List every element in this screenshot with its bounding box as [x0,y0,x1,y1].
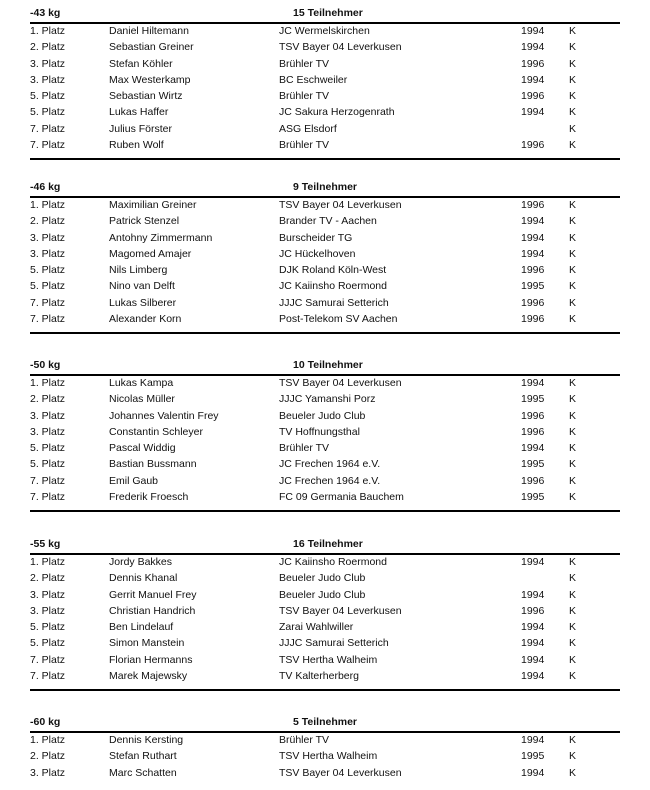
result-rows [30,556,620,686]
birth-year: 1994 [521,621,545,634]
athlete-name: Magomed Amajer [109,247,192,260]
result-row [30,248,620,264]
athlete-name: Christian Handrich [109,604,196,617]
placing: 3. Platz [30,247,66,260]
placing: 2. Platz [30,750,66,763]
athlete-name: Lukas Haffer [109,106,169,119]
age-class: K [569,280,577,293]
participant-count: 9 Teilnehmer [293,181,357,193]
club-name: Beueler Judo Club [279,409,366,422]
section-end-rule [30,510,620,512]
athlete-name: Patrick Stenzel [109,215,180,228]
header-rule [30,374,620,376]
age-class: K [569,41,577,54]
athlete-name: Johannes Valentin Frey [109,409,219,422]
placing: 2. Platz [30,215,66,228]
placing: 5. Platz [30,90,66,103]
age-class: K [569,139,577,152]
athlete-name: Marc Schatten [109,766,177,779]
athlete-name: Daniel Hiltemann [109,25,189,37]
result-row [30,74,620,90]
club-name: Burscheider TG [279,231,353,244]
athlete-name: Alexander Korn [109,313,182,326]
age-class: K [569,458,577,471]
birth-year: 1994 [521,25,545,37]
header-rule [30,553,620,555]
athlete-name: Emil Gaub [109,474,159,487]
age-class: K [569,637,577,650]
athlete-name: Dennis Khanal [109,572,178,585]
athlete-name: Frederik Froesch [109,491,189,504]
club-name: JC Frechen 1964 e.V. [279,458,381,471]
age-class: K [569,604,577,617]
placing: 3. Platz [30,588,66,601]
placing: 3. Platz [30,425,66,438]
weight-class-section [30,716,620,779]
athlete-name: Nino van Delft [109,280,175,293]
result-row [30,313,620,329]
weight-class-label: -46 kg [30,181,61,193]
age-class: K [569,409,577,422]
club-name: TV Kalterherberg [279,670,359,683]
club-name: BC Eschweiler [279,73,348,86]
placing: 3. Platz [30,409,66,422]
age-class: K [569,425,577,438]
birth-year: 1996 [521,57,545,70]
birth-year: 1995 [521,393,545,406]
athlete-name: Stefan Ruthart [109,750,177,763]
placing: 1. Platz [30,556,66,568]
placing: 5. Platz [30,280,66,293]
section-end-rule [30,158,620,160]
result-row [30,670,620,686]
result-rows [30,377,620,507]
athlete-name: Maximilian Greiner [109,199,197,211]
birth-year: 1994 [521,588,545,601]
age-class: K [569,25,577,37]
birth-year: 1994 [521,766,545,779]
club-name: TV Hoffnungsthal [279,425,360,438]
club-name: JC Sakura Herzogenrath [279,106,395,119]
result-row [30,491,620,507]
header-rule [30,22,620,24]
club-name: TSV Bayer 04 Leverkusen [279,41,402,54]
section-header [30,7,620,21]
placing: 7. Platz [30,296,66,309]
birth-year: 1995 [521,491,545,504]
athlete-name: Stefan Köhler [109,57,173,70]
result-row [30,232,620,248]
result-row [30,139,620,155]
result-row [30,654,620,670]
placing: 3. Platz [30,766,66,779]
result-row [30,58,620,74]
result-row [30,215,620,231]
age-class: K [569,377,577,389]
result-row [30,426,620,442]
result-row [30,377,620,393]
club-name: JC Frechen 1964 e.V. [279,474,381,487]
club-name: JJJC Samurai Setterich [279,637,389,650]
birth-year: 1994 [521,556,545,568]
club-name: Brühler TV [279,734,329,746]
age-class: K [569,670,577,683]
club-name: Brander TV - Aachen [279,215,377,228]
weight-class-section [30,7,620,152]
result-row [30,750,620,766]
club-name: JJJC Yamanshi Porz [279,393,376,406]
club-name: DJK Roland Köln-West [279,264,387,277]
athlete-name: Max Westerkamp [109,73,191,86]
birth-year: 1994 [521,637,545,650]
club-name: Zarai Wahlwiller [279,621,354,634]
age-class: K [569,247,577,260]
placing: 5. Platz [30,442,66,455]
age-class: K [569,766,577,779]
result-row [30,264,620,280]
athlete-name: Nicolas Müller [109,393,175,406]
birth-year: 1996 [521,313,545,326]
club-name: TSV Hertha Walheim [279,653,378,666]
result-rows [30,25,620,155]
athlete-name: Antohny Zimmermann [109,231,213,244]
age-class: K [569,57,577,70]
birth-year: 1994 [521,442,545,455]
birth-year: 1994 [521,247,545,260]
age-class: K [569,296,577,309]
birth-year: 1996 [521,264,545,277]
athlete-name: Bastian Bussmann [109,458,197,471]
placing: 7. Platz [30,139,66,152]
club-name: JC Kaiinsho Roermond [279,280,387,293]
athlete-name: Gerrit Manuel Frey [109,588,197,601]
birth-year: 1995 [521,458,545,471]
athlete-name: Jordy Bakkes [109,556,173,568]
result-row [30,280,620,296]
age-class: K [569,122,577,135]
placing: 1. Platz [30,199,66,211]
placing: 3. Platz [30,604,66,617]
weight-class-label: -55 kg [30,538,61,550]
age-class: K [569,556,577,568]
result-row [30,410,620,426]
result-row [30,605,620,621]
birth-year: 1996 [521,139,545,152]
placing: 7. Platz [30,474,66,487]
birth-year: 1996 [521,90,545,103]
club-name: JC Wermelskirchen [279,25,370,37]
result-row [30,475,620,491]
birth-year: 1994 [521,653,545,666]
placing: 2. Platz [30,393,66,406]
section-header [30,716,620,730]
club-name: FC 09 Germania Bauchem [279,491,404,504]
age-class: K [569,734,577,746]
age-class: K [569,653,577,666]
placing: 2. Platz [30,572,66,585]
weight-class-section [30,181,620,326]
header-rule [30,731,620,733]
club-name: Brühler TV [279,139,329,152]
participant-count: 10 Teilnehmer [293,359,363,371]
result-row [30,734,620,750]
age-class: K [569,442,577,455]
athlete-name: Sebastian Greiner [109,41,194,54]
club-name: JC Kaiinsho Roermond [279,556,387,568]
birth-year: 1996 [521,296,545,309]
placing: 3. Platz [30,231,66,244]
birth-year: 1994 [521,106,545,119]
birth-year: 1995 [521,750,545,763]
birth-year: 1994 [521,73,545,86]
placing: 5. Platz [30,264,66,277]
result-row [30,297,620,313]
result-row [30,25,620,41]
result-row [30,199,620,215]
placing: 1. Platz [30,25,66,37]
result-row [30,556,620,572]
athlete-name: Ben Lindelauf [109,621,174,634]
placing: 5. Platz [30,106,66,119]
participant-count: 16 Teilnehmer [293,538,363,550]
club-name: ASG Elsdorf [279,122,337,135]
birth-year: 1994 [521,670,545,683]
age-class: K [569,264,577,277]
age-class: K [569,90,577,103]
club-name: Brühler TV [279,57,329,70]
result-row [30,123,620,139]
result-row [30,458,620,474]
section-end-rule [30,332,620,334]
header-rule [30,196,620,198]
age-class: K [569,199,577,211]
athlete-name: Dennis Kersting [109,734,184,746]
club-name: JC Hückelhoven [279,247,356,260]
athlete-name: Lukas Silberer [109,296,177,309]
athlete-name: Julius Förster [109,122,173,135]
weight-class-label: -50 kg [30,359,61,371]
athlete-name: Nils Limberg [109,264,168,277]
club-name: TSV Bayer 04 Leverkusen [279,199,402,211]
birth-year: 1996 [521,409,545,422]
age-class: K [569,750,577,763]
birth-year: 1996 [521,199,545,211]
placing: 1. Platz [30,377,66,389]
club-name: Post-Telekom SV Aachen [279,313,398,326]
athlete-name: Pascal Widdig [109,442,176,455]
club-name: TSV Bayer 04 Leverkusen [279,377,402,389]
weight-class-section [30,538,620,683]
club-name: JJJC Samurai Setterich [279,296,389,309]
result-row [30,572,620,588]
placing: 5. Platz [30,458,66,471]
club-name: Beueler Judo Club [279,572,366,585]
age-class: K [569,474,577,487]
birth-year: 1994 [521,41,545,54]
age-class: K [569,621,577,634]
athlete-name: Constantin Schleyer [109,425,203,438]
placing: 7. Platz [30,313,66,326]
birth-year: 1994 [521,231,545,244]
age-class: K [569,73,577,86]
age-class: K [569,313,577,326]
club-name: Beueler Judo Club [279,588,366,601]
section-header [30,538,620,552]
placing: 3. Platz [30,73,66,86]
birth-year: 1994 [521,377,545,389]
birth-year: 1996 [521,474,545,487]
placing: 2. Platz [30,41,66,54]
birth-year: 1995 [521,280,545,293]
weight-class-label: -43 kg [30,7,61,19]
result-row [30,767,620,783]
placing: 7. Platz [30,670,66,683]
club-name: Brühler TV [279,90,329,103]
birth-year: 1996 [521,425,545,438]
placing: 3. Platz [30,57,66,70]
participant-count: 15 Teilnehmer [293,7,363,19]
birth-year: 1994 [521,215,545,228]
participant-count: 5 Teilnehmer [293,716,357,728]
result-row [30,442,620,458]
result-row [30,393,620,409]
club-name: TSV Hertha Walheim [279,750,378,763]
weight-class-section [30,359,620,504]
athlete-name: Ruben Wolf [109,139,164,152]
placing: 7. Platz [30,122,66,135]
club-name: Brühler TV [279,442,329,455]
weight-class-label: -60 kg [30,716,61,728]
placing: 7. Platz [30,653,66,666]
age-class: K [569,215,577,228]
birth-year: 1996 [521,604,545,617]
section-header [30,181,620,195]
athlete-name: Sebastian Wirtz [109,90,183,103]
birth-year: 1994 [521,734,545,746]
result-row [30,90,620,106]
section-end-rule [30,689,620,691]
age-class: K [569,572,577,585]
result-rows [30,199,620,329]
age-class: K [569,588,577,601]
placing: 5. Platz [30,637,66,650]
placing: 1. Platz [30,734,66,746]
club-name: TSV Bayer 04 Leverkusen [279,766,402,779]
athlete-name: Marek Majewsky [109,670,188,683]
result-row [30,621,620,637]
result-row [30,637,620,653]
age-class: K [569,106,577,119]
club-name: TSV Bayer 04 Leverkusen [279,604,402,617]
athlete-name: Lukas Kampa [109,377,174,389]
result-row [30,106,620,122]
athlete-name: Florian Hermanns [109,653,193,666]
result-row [30,41,620,57]
age-class: K [569,491,577,504]
section-header [30,359,620,373]
result-row [30,589,620,605]
placing: 5. Platz [30,621,66,634]
age-class: K [569,231,577,244]
placing: 7. Platz [30,491,66,504]
age-class: K [569,393,577,406]
athlete-name: Simon Manstein [109,637,185,650]
result-rows [30,734,620,783]
